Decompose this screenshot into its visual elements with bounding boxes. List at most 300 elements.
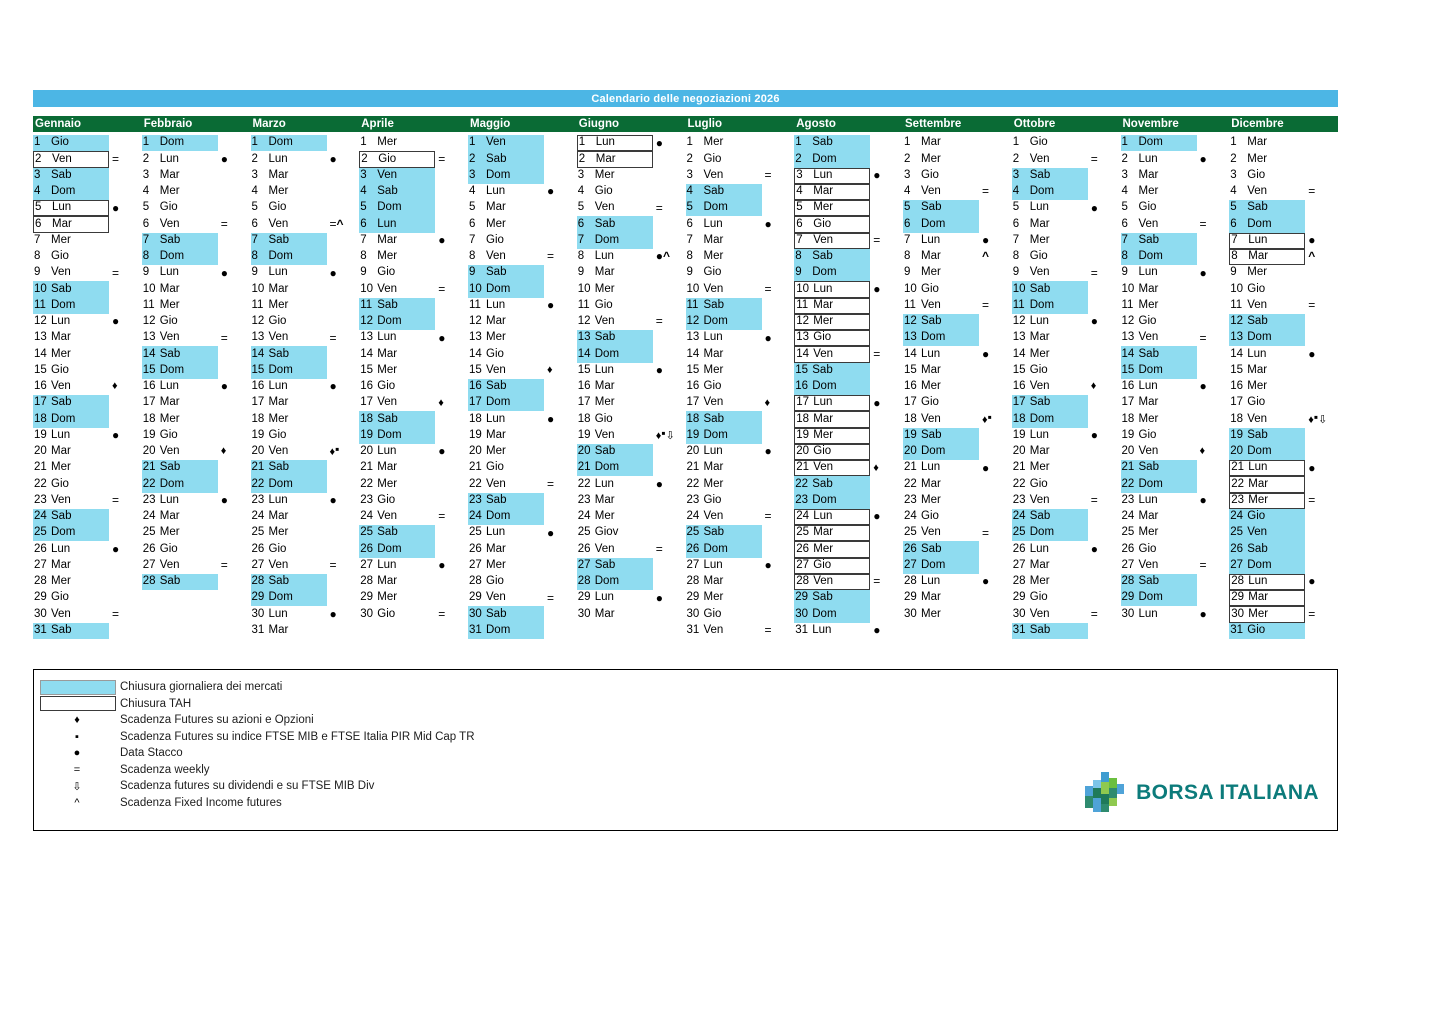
day-weekday: Mer: [486, 445, 506, 458]
day-cell: [33, 265, 109, 281]
day-cell: [359, 590, 435, 606]
day-number: 9: [577, 266, 585, 279]
calendar-day: [1012, 574, 1121, 590]
day-cell: [359, 249, 435, 265]
day-weekday: Ven: [159, 217, 180, 230]
day-weekday: Lun: [1138, 493, 1158, 506]
legend-row: [38, 696, 475, 713]
marker-dot-icon: ●: [982, 574, 990, 589]
day-weekday: Ven: [703, 168, 724, 181]
day-markers: [1091, 153, 1098, 166]
day-weekday: Gio: [1138, 542, 1157, 555]
day-number: 7: [686, 233, 693, 246]
day-weekday: Ven: [377, 168, 398, 181]
day-number: 27: [251, 558, 265, 571]
day-weekday: Mar: [486, 315, 506, 328]
calendar-day: [577, 135, 686, 151]
calendar-day: [142, 558, 251, 574]
day-number: 30: [1012, 607, 1026, 620]
day-weekday: Sab: [1029, 396, 1051, 409]
page-title: Calendario delle negoziazioni 2026: [591, 92, 780, 105]
day-cell: [577, 590, 653, 606]
day-weekday: Mer: [813, 428, 834, 441]
calendar-day: [1012, 444, 1121, 460]
calendar-day: [468, 184, 577, 200]
calendar-day: [251, 216, 360, 232]
day-cell-market-closed: [794, 135, 870, 151]
calendar-day: [251, 558, 360, 574]
day-number: 3: [577, 168, 585, 181]
day-cell-market-closed: [142, 460, 218, 476]
calendar-day: [794, 379, 903, 395]
calendar-day: [577, 428, 686, 444]
day-weekday: Ven: [377, 282, 398, 295]
calendar-day: [903, 168, 1012, 184]
day-cell-tah-closure: [1229, 606, 1305, 622]
day-cell: [903, 265, 979, 281]
month-column-gennaio: [33, 116, 142, 639]
marker-dia-icon: ♦: [438, 396, 444, 409]
day-cell: [1012, 606, 1088, 622]
day-markers: [656, 250, 670, 263]
day-cell-tah-closure: [794, 411, 870, 427]
day-weekday: Sab: [703, 526, 724, 539]
calendar-day: [468, 135, 577, 151]
calendar-day: [577, 281, 686, 297]
day-number: 24: [796, 510, 810, 523]
day-cell-market-closed: [142, 363, 218, 379]
legend-row: [38, 795, 475, 812]
day-number: 1: [360, 136, 367, 149]
calendar-day: [468, 216, 577, 232]
day-cell-market-closed: [33, 184, 109, 200]
day-markers: [330, 267, 337, 280]
calendar-day: [686, 184, 795, 200]
day-cell: [142, 298, 218, 314]
day-number: 31: [469, 623, 482, 636]
calendar-day: [577, 216, 686, 232]
day-number: 10: [360, 282, 374, 295]
month-day-list: [794, 132, 903, 639]
calendar-day: [468, 606, 577, 622]
calendar-day: [903, 200, 1012, 216]
day-cell: [142, 200, 218, 216]
day-number: 27: [796, 558, 810, 571]
day-weekday: Gio: [703, 266, 722, 279]
marker-dot-icon: ●: [982, 233, 990, 248]
day-weekday: Lun: [51, 542, 71, 555]
day-weekday: Lun: [1248, 575, 1268, 588]
calendar-day: [903, 216, 1012, 232]
calendar-day: [1229, 509, 1338, 525]
calendar-day: [33, 428, 142, 444]
calendar-day: [1121, 460, 1230, 476]
calendar-day: [142, 444, 251, 460]
day-cell-tah-closure: [794, 233, 870, 249]
day-weekday: Mer: [813, 542, 834, 555]
day-number: 11: [360, 298, 373, 311]
day-cell: [1229, 151, 1305, 167]
day-cell: [251, 330, 327, 346]
calendar-day: [1012, 184, 1121, 200]
calendar-day: [794, 606, 903, 622]
day-cell: [903, 298, 979, 314]
calendar-day: [686, 265, 795, 281]
day-cell: [468, 346, 544, 362]
day-cell-market-closed: [468, 135, 544, 151]
day-weekday: Ven: [51, 607, 71, 620]
day-number: 16: [360, 380, 374, 393]
calendar-day: [794, 363, 903, 379]
marker-dot-icon: ●: [1308, 574, 1316, 589]
day-number: 4: [796, 185, 803, 198]
calendar-day: [142, 541, 251, 557]
day-weekday: Sab: [486, 493, 507, 506]
day-weekday: Sab: [812, 591, 833, 604]
legend-symbol: [38, 779, 116, 793]
day-number: 8: [1231, 250, 1238, 263]
month-column-aprile: [359, 116, 468, 639]
marker-eq-icon: =: [982, 298, 990, 313]
calendar-day: [1229, 395, 1338, 411]
day-cell: [577, 314, 653, 330]
marker-eq-icon: =: [220, 330, 228, 345]
day-cell-market-closed: [33, 623, 109, 639]
day-cell: [686, 233, 762, 249]
calendar-day: [903, 379, 1012, 395]
day-number: 5: [1230, 201, 1237, 214]
day-markers: [873, 348, 880, 361]
day-number: 16: [1012, 380, 1026, 393]
day-cell: [1121, 314, 1197, 330]
calendar-day: [359, 265, 468, 281]
day-number: 4: [142, 185, 150, 198]
day-cell-market-closed: [1121, 590, 1197, 606]
day-weekday: Gio: [1138, 428, 1157, 441]
calendar-day: [251, 460, 360, 476]
calendar-day: [468, 428, 577, 444]
calendar-day: [794, 200, 903, 216]
calendar-day: [1012, 379, 1121, 395]
calendar-day: [1012, 411, 1121, 427]
day-number: 20: [142, 445, 156, 458]
marker-dot-icon: ●: [1090, 541, 1098, 556]
marker-dot-icon: ●: [1199, 379, 1207, 394]
calendar-day: [1012, 476, 1121, 492]
day-cell: [359, 395, 435, 411]
day-number: 21: [796, 461, 810, 474]
day-number: 14: [796, 347, 810, 360]
day-cell: [577, 493, 653, 509]
day-number: 2: [251, 152, 258, 165]
day-number: 27: [577, 558, 591, 571]
day-number: 5: [1012, 201, 1020, 214]
day-cell: [903, 395, 979, 411]
calendar-day: [686, 428, 795, 444]
calendar-day: [33, 460, 142, 476]
calendar-day: [1012, 623, 1121, 639]
day-cell: [142, 216, 218, 232]
marker-dot-icon: ●: [982, 346, 990, 361]
day-cell-market-closed: [1012, 411, 1088, 427]
day-weekday: Lun: [1138, 607, 1158, 620]
day-cell: [251, 525, 327, 541]
day-cell: [577, 200, 653, 216]
day-weekday: Dom: [486, 623, 511, 636]
day-number: 11: [904, 298, 916, 311]
day-cell-market-closed: [1012, 281, 1088, 297]
calendar-day: [686, 135, 795, 151]
calendar-day: [1229, 411, 1338, 427]
day-markers: [330, 559, 337, 572]
day-cell: [903, 379, 979, 395]
marker-dot-icon: ●: [655, 135, 663, 150]
marker-dia-icon: ♦: [764, 396, 771, 409]
day-cell: [468, 411, 544, 427]
day-number: 7: [251, 233, 258, 246]
day-weekday: Ven: [377, 396, 398, 409]
day-weekday: Lun: [377, 445, 397, 458]
day-number: 13: [686, 331, 700, 344]
calendar-day: [1121, 330, 1230, 346]
legend-label: Scadenza weekly: [120, 763, 210, 776]
calendar-day: [577, 168, 686, 184]
day-weekday: Dom: [486, 282, 511, 295]
calendar-day: [794, 509, 903, 525]
day-weekday: Sab: [159, 461, 181, 474]
day-cell: [251, 216, 327, 232]
day-weekday: Ven: [921, 298, 941, 311]
calendar-day: [251, 135, 360, 151]
calendar-day: [577, 476, 686, 492]
calendar-day: [359, 509, 468, 525]
marker-dot-icon: ●: [547, 298, 555, 313]
day-number: 7: [577, 233, 585, 246]
month-column-luglio: [686, 116, 795, 639]
day-cell-market-closed: [359, 184, 435, 200]
marker-dot-icon: ●: [438, 444, 446, 459]
day-weekday: Lun: [486, 298, 506, 311]
day-weekday: Mer: [1138, 298, 1159, 311]
day-number: 2: [1012, 152, 1020, 165]
day-weekday: Ven: [486, 477, 506, 490]
day-cell: [1012, 444, 1088, 460]
marker-car-icon: ^: [982, 249, 990, 264]
day-weekday: Lun: [1029, 201, 1049, 214]
day-number: 19: [1012, 428, 1026, 441]
day-cell: [468, 200, 544, 216]
day-cell-market-closed: [359, 541, 435, 557]
day-markers: [1308, 462, 1315, 475]
calendar-day: [359, 216, 468, 232]
day-cell: [903, 590, 979, 606]
marker-dia-icon: ♦: [1090, 380, 1097, 393]
calendar-day: [1012, 395, 1121, 411]
day-cell: [1229, 298, 1305, 314]
day-cell: [1012, 249, 1088, 265]
day-weekday: Lun: [268, 493, 288, 506]
day-weekday: Lun: [1247, 347, 1267, 360]
marker-dot-icon: ●: [764, 216, 772, 231]
day-cell-market-closed: [1121, 574, 1197, 590]
day-cell: [468, 233, 544, 249]
day-number: 20: [577, 445, 591, 458]
day-number: 8: [904, 250, 911, 263]
calendar-day: [359, 346, 468, 362]
day-number: 7: [142, 233, 150, 246]
day-weekday: Sab: [51, 510, 72, 523]
marker-sq-icon: ▪: [987, 409, 992, 424]
day-cell-market-closed: [903, 541, 979, 557]
day-cell: [251, 541, 327, 557]
day-weekday: Ven: [268, 445, 289, 458]
day-weekday: Sab: [51, 396, 72, 409]
day-number: 12: [360, 315, 374, 328]
calendar-day: [359, 200, 468, 216]
calendar-day: [686, 525, 795, 541]
marker-dot-icon: ●: [220, 493, 228, 508]
calendar-day: [1229, 151, 1338, 167]
day-number: 28: [142, 575, 156, 588]
month-header: Luglio: [686, 116, 795, 132]
calendar-day: [577, 525, 686, 541]
day-number: 15: [904, 363, 917, 376]
day-weekday: Ven: [268, 331, 289, 344]
day-cell-tah-closure: [794, 184, 870, 200]
day-weekday: Gio: [377, 607, 396, 620]
calendar-day: [33, 265, 142, 281]
calendar-day: [251, 265, 360, 281]
day-weekday: Mer: [703, 136, 724, 149]
day-weekday: Dom: [1138, 250, 1163, 263]
day-weekday: Mar: [486, 542, 506, 555]
day-cell: [468, 314, 544, 330]
day-number: 10: [577, 282, 591, 295]
day-number: 25: [469, 526, 482, 539]
day-number: 11: [142, 298, 155, 311]
day-number: 25: [251, 526, 265, 539]
day-cell-market-closed: [1012, 298, 1088, 314]
calendar-day: [1012, 281, 1121, 297]
calendar-title-band: [33, 90, 1338, 107]
day-cell: [468, 525, 544, 541]
calendar-day: [794, 151, 903, 167]
day-cell-market-closed: [468, 379, 544, 395]
day-cell: [577, 428, 653, 444]
day-cell: [903, 525, 979, 541]
marker-dia-icon: ♦: [982, 413, 988, 426]
day-number: 9: [686, 266, 693, 279]
day-weekday: Ven: [1029, 607, 1050, 620]
day-weekday: Mar: [1248, 250, 1269, 263]
calendar-day: [903, 298, 1012, 314]
day-markers: [765, 445, 772, 458]
day-weekday: Mar: [1138, 396, 1159, 409]
day-cell: [468, 216, 544, 232]
calendar-day: [686, 444, 795, 460]
day-weekday: Dom: [486, 396, 511, 409]
day-weekday: Mar: [594, 493, 615, 506]
day-weekday: Mer: [377, 477, 398, 490]
calendar-day: [1229, 298, 1338, 314]
day-number: 25: [686, 526, 700, 539]
calendar-day: [142, 314, 251, 330]
day-number: 21: [360, 461, 374, 474]
calendar-day: [142, 216, 251, 232]
day-cell: [33, 493, 109, 509]
day-weekday: Lun: [51, 428, 71, 441]
day-weekday: Ven: [377, 510, 398, 523]
day-weekday: Lun: [921, 347, 941, 360]
day-cell-market-closed: [903, 314, 979, 330]
day-number: 6: [796, 217, 803, 230]
day-cell-tah-closure: [794, 298, 870, 314]
calendar-day: [686, 200, 795, 216]
day-cell-market-closed: [686, 541, 762, 557]
day-weekday: Dom: [1247, 558, 1272, 571]
calendar-day: [1121, 298, 1230, 314]
day-cell: [686, 395, 762, 411]
day-markers: [112, 202, 119, 215]
day-weekday: Dom: [703, 315, 728, 328]
day-number: 6: [904, 217, 911, 230]
day-number: 19: [360, 428, 374, 441]
day-number: 26: [577, 542, 591, 555]
day-cell: [1012, 135, 1088, 151]
calendar-day: [1121, 509, 1230, 525]
calendar-day: [468, 623, 577, 639]
day-cell: [142, 379, 218, 395]
day-number: 23: [1121, 493, 1135, 506]
day-markers: [1091, 381, 1097, 392]
marker-arr-icon: ⇩: [665, 430, 675, 443]
day-cell-tah-closure: [794, 460, 870, 476]
day-cell-market-closed: [1229, 314, 1305, 330]
day-weekday: Gio: [1029, 363, 1048, 376]
calendar-day: [33, 606, 142, 622]
day-number: 28: [251, 575, 265, 588]
day-cell: [686, 249, 762, 265]
day-weekday: Lun: [377, 217, 397, 230]
day-weekday: Mar: [703, 461, 724, 474]
day-cell: [577, 298, 653, 314]
calendar-day: [903, 233, 1012, 249]
day-cell: [33, 346, 109, 362]
day-weekday: Gio: [1029, 591, 1048, 604]
day-weekday: Ven: [268, 217, 289, 230]
calendar-day: [794, 233, 903, 249]
day-number: 22: [1231, 477, 1245, 490]
day-cell: [251, 606, 327, 622]
calendar-day: [251, 249, 360, 265]
day-cell: [359, 330, 435, 346]
day-number: 8: [469, 250, 476, 263]
calendar-day: [577, 314, 686, 330]
day-number: 7: [469, 233, 476, 246]
month-day-list: [359, 132, 468, 623]
day-weekday: Dom: [268, 250, 293, 263]
day-cell-market-closed: [468, 168, 544, 184]
calendar-day: [1229, 379, 1338, 395]
day-number: 24: [1012, 510, 1026, 523]
day-weekday: Gio: [486, 461, 504, 474]
day-cell: [1012, 428, 1088, 444]
day-cell: [1121, 444, 1197, 460]
day-number: 15: [686, 363, 700, 376]
day-number: 16: [686, 380, 700, 393]
day-number: 30: [34, 607, 47, 620]
calendar-day: [468, 476, 577, 492]
